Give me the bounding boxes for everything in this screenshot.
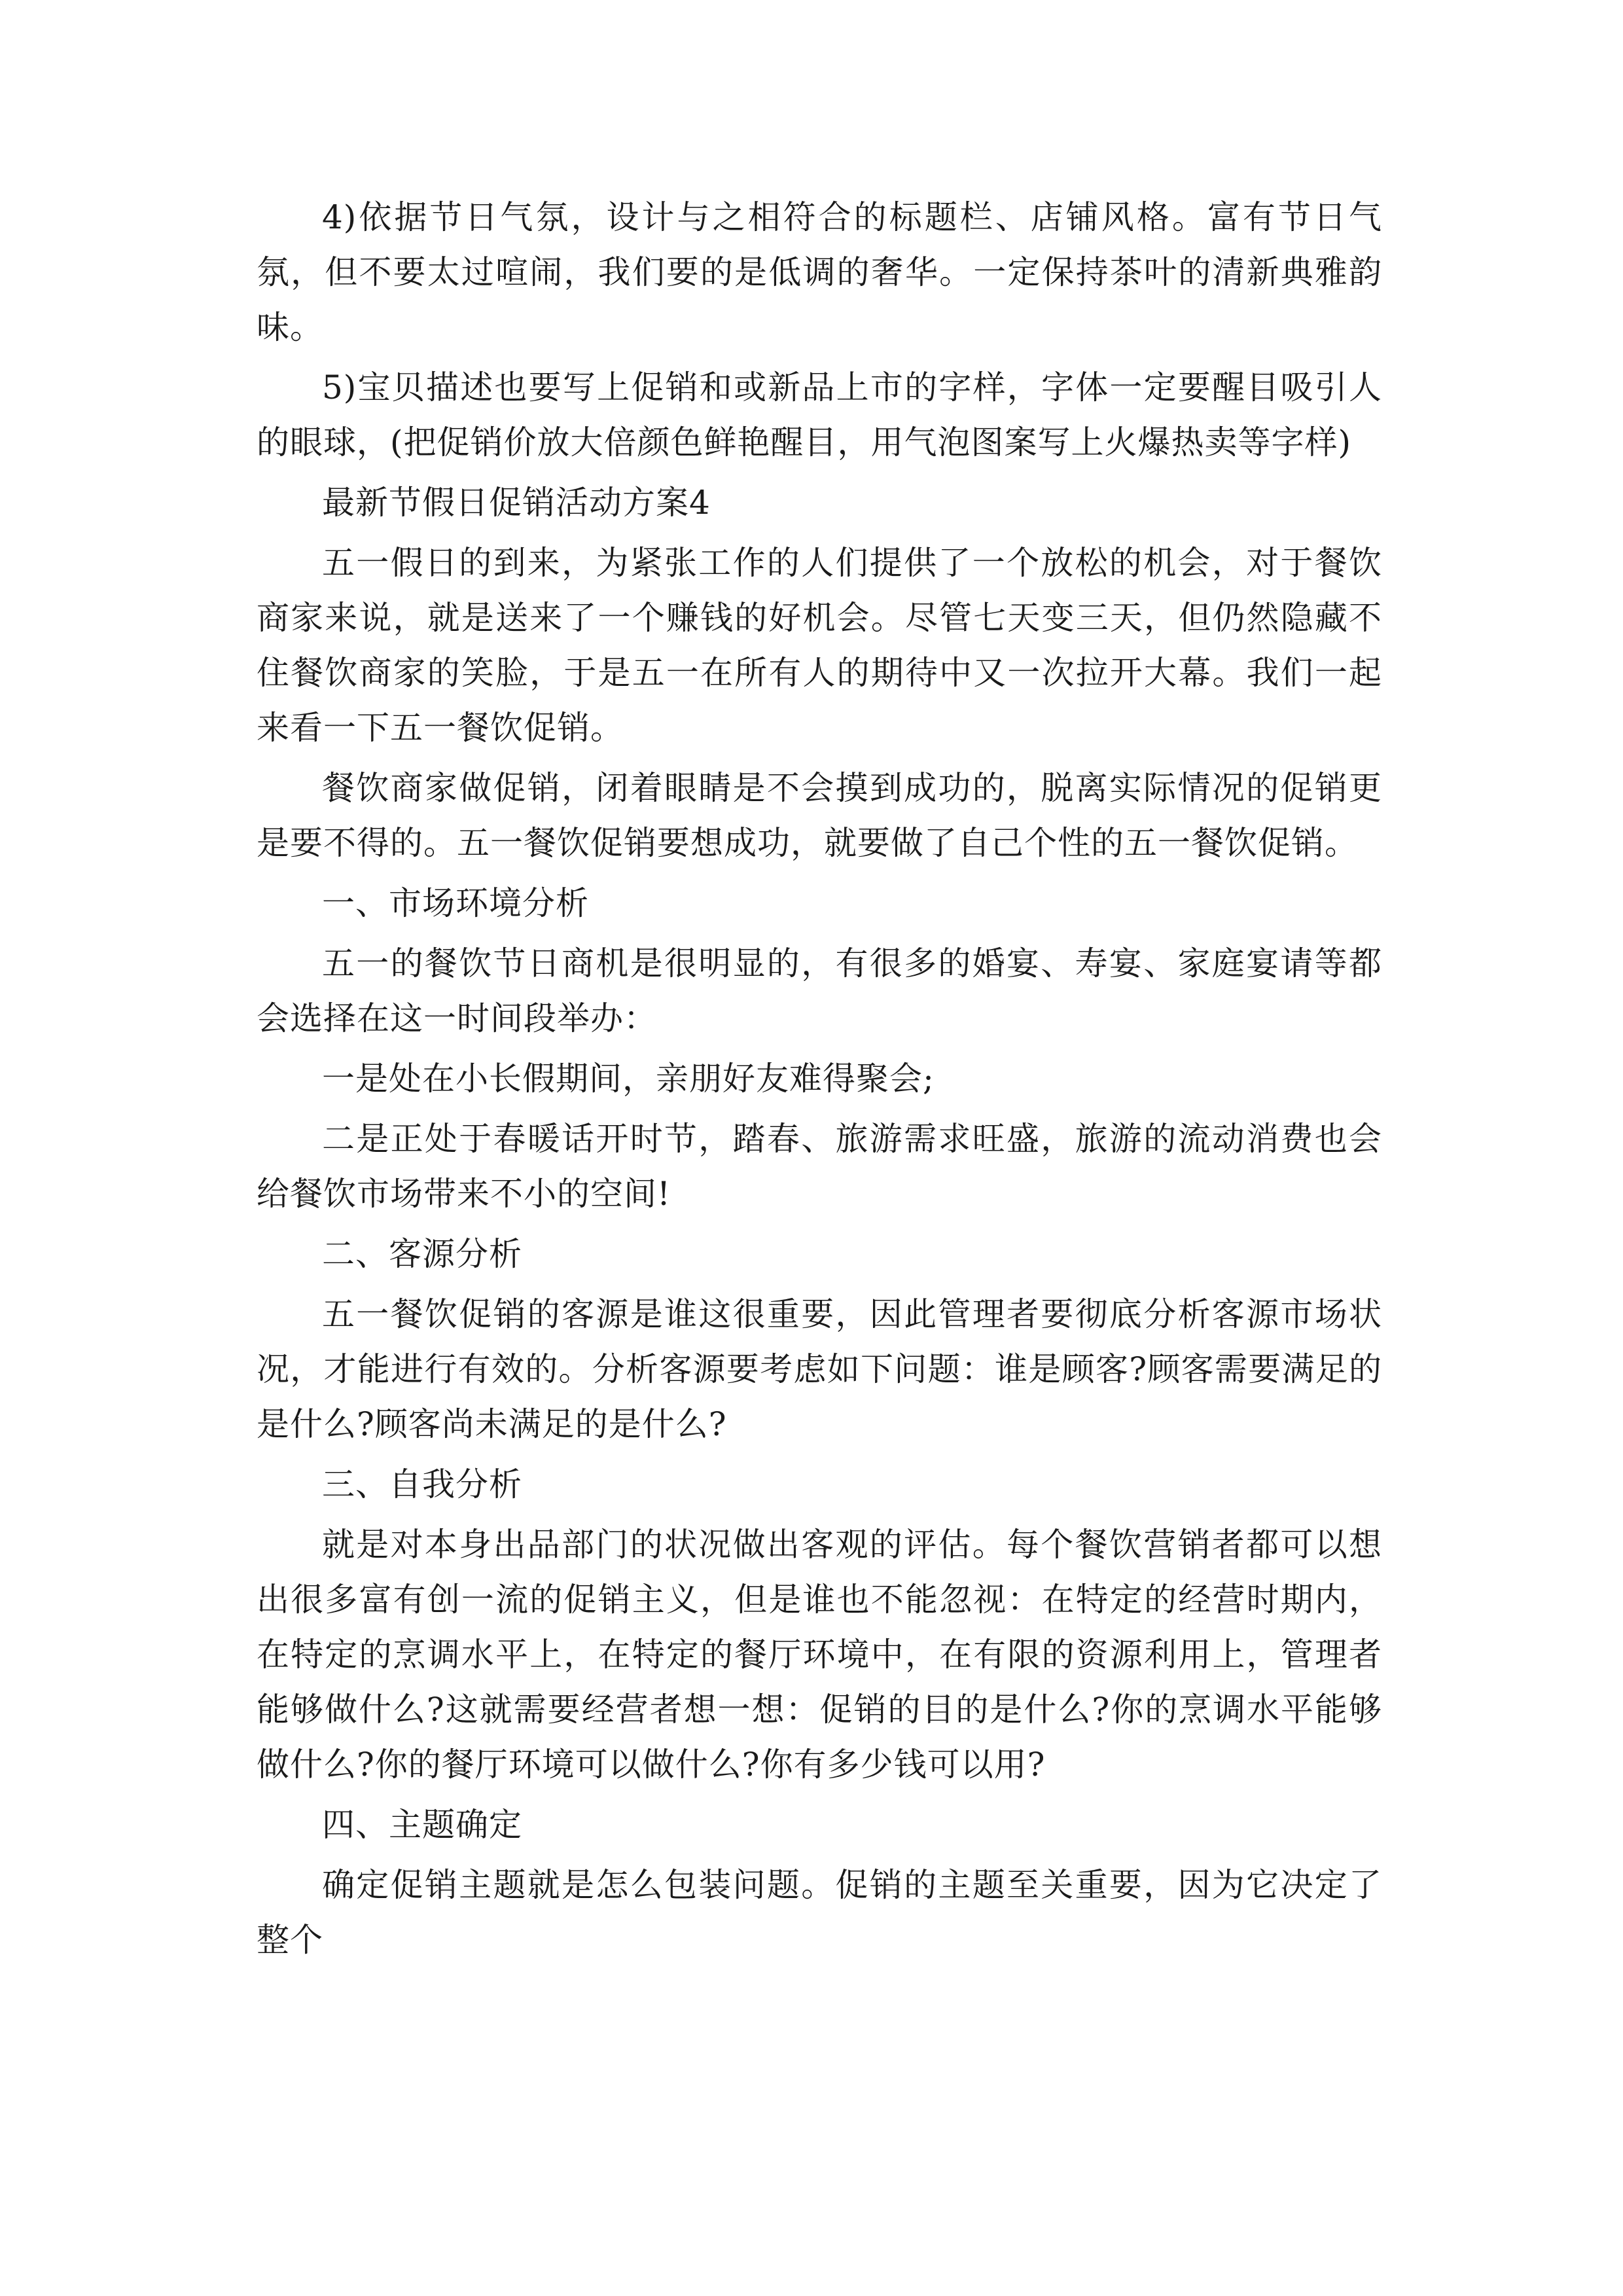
paragraph-item-5: 5)宝贝描述也要写上促销和或新品上市的字样，字体一定要醒目吸引人的眼球，(把促销价放大倍颜色鲜艳醒目，用气泡图案写上火爆热卖等字样) <box>257 368 1382 461</box>
heading-market-analysis: 一、市场环境分析 <box>322 884 589 922</box>
document-body <box>257 190 1382 1973</box>
heading-self-analysis: 三、自我分析 <box>322 1465 522 1503</box>
paragraph-theme: 确定促销主题就是怎么包装问题。促销的主题至关重要，因为它决定了整个 <box>257 1866 1382 1959</box>
paragraph-promotion: 餐饮商家做促销，闭着眼睛是不会摸到成功的，脱离实际情况的促销更是要不得的。五一餐饮促销要想成功，就要做了自己个性的五一餐饮促销。 <box>257 769 1382 862</box>
paragraph-point-one: 一是处在小长假期间，亲朋好友难得聚会; <box>322 1060 935 1098</box>
section-title: 最新节假日促销活动方案4 <box>322 484 711 522</box>
paragraph-customer: 五一餐饮促销的客源是谁这很重要，因此管理者要彻底分析客源市场状况，才能进行有效的。分析客源要考虑如下问题：谁是顾客?顾客需要满足的是什么?顾客尚未满足的是什么? <box>257 1295 1382 1443</box>
heading-customer-analysis: 二、客源分析 <box>322 1235 522 1273</box>
paragraph-intro: 五一假日的到来，为紧张工作的人们提供了一个放松的机会，对于餐饮商家来说，就是送来了一个赚钱的好机会。尽管七天变三天，但仍然隐藏不住餐饮商家的笑脸，于是五一在所有人的期待中又一次拉开大幕。我们一起来看一下五一餐饮促销。 <box>257 544 1382 747</box>
paragraph-item-4: 4)依据节日气氛，设计与之相符合的标题栏、店铺风格。富有节日气氛，但不要太过喧闹，我们要的是低调的奢华。一定保持茶叶的清新典雅韵味。 <box>257 198 1382 346</box>
paragraph-point-two: 二是正处于春暖话开时节，踏春、旅游需求旺盛，旅游的流动消费也会给餐饮市场带来不小的空间! <box>257 1120 1382 1213</box>
heading-theme: 四、主题确定 <box>322 1806 522 1844</box>
paragraph-self: 就是对本身出品部门的状况做出客观的评估。每个餐饮营销者都可以想出很多富有创一流的促销主义，但是谁也不能忽视：在特定的经营时期内，在特定的烹调水平上，在特定的餐厅环境中，在有限的资源利用上，管理者能够做什么?这就需要经营者想一想：促销的目的是什么?你的烹调水平能够做什么?你的餐厅环境可以做什么?你有多少钱可以用? <box>257 1526 1382 1784</box>
paragraph-market: 五一的餐饮节日商机是很明显的，有很多的婚宴、寿宴、家庭宴请等都会选择在这一时间段举办： <box>257 944 1382 1037</box>
